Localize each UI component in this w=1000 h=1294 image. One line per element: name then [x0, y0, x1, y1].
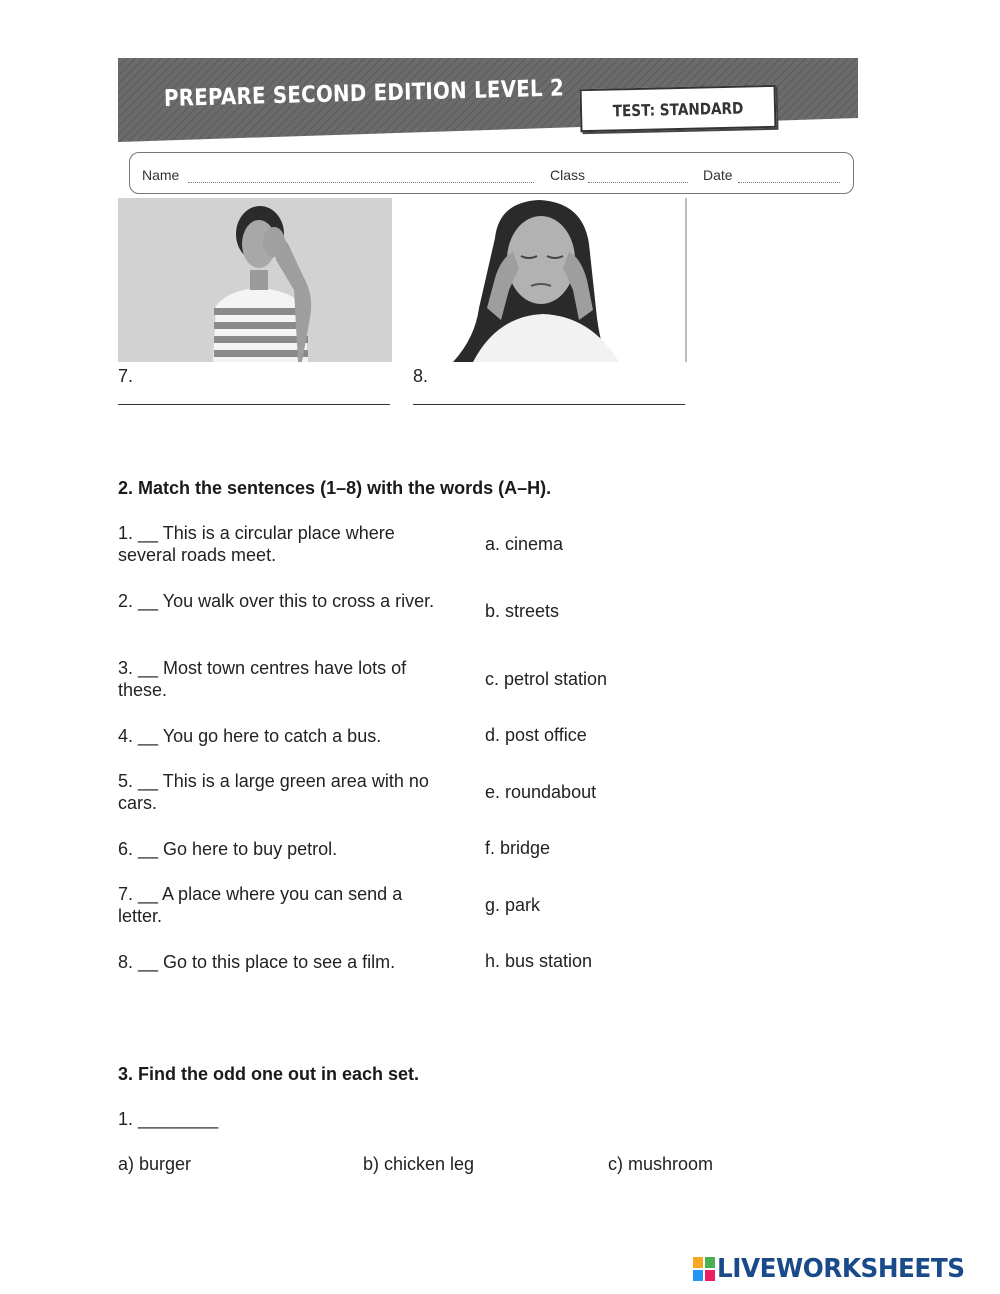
option-b: b) chicken leg [363, 1154, 475, 1174]
date-field[interactable] [738, 182, 840, 183]
class-label: Class [550, 167, 586, 183]
answer-line-8[interactable] [413, 404, 685, 405]
name-label: Name [142, 167, 180, 183]
photo-girl-headache [413, 198, 687, 362]
match-word-g: g. park [485, 895, 541, 915]
name-field[interactable] [188, 182, 534, 183]
header-banner [118, 58, 858, 144]
photo-number-8: 8. [413, 366, 429, 386]
test-type-box [580, 85, 777, 132]
option-c: c) mushroom [608, 1154, 714, 1174]
worksheet-title: PREPARE SECOND EDITION LEVEL 2 [163, 75, 565, 112]
liveworksheets-logo-icon [693, 1257, 715, 1281]
match-word-c: c. petrol station [485, 669, 608, 689]
section-3-heading: 3. Find the odd one out in each set. [118, 1064, 420, 1084]
match-sentence-1: 1. __ This is a circular place where several roads meet. [118, 523, 395, 565]
match-word-f: f. bridge [485, 838, 551, 858]
student-info-row [129, 152, 854, 194]
match-word-a: a. cinema [485, 534, 564, 554]
match-sentence-5: 5. __ This is a large green area with no cars. [118, 771, 429, 813]
match-word-e: e. roundabout [485, 782, 597, 802]
match-sentence-4: 4. __ You go here to catch a bus. [118, 726, 382, 746]
liveworksheets-logo-text: LIVEWORKSHEETS [717, 1254, 965, 1284]
liveworksheets-logo [693, 1253, 978, 1285]
match-sentence-7: 7. __ A place where you can send a letter. [118, 884, 403, 926]
class-field[interactable] [588, 182, 688, 183]
photo-number-7: 7. [118, 366, 134, 386]
match-sentence-8: 8. __ Go to this place to see a film. [118, 952, 396, 972]
match-sentence-6: 6. __ Go here to buy petrol. [118, 839, 338, 859]
match-sentence-2: 2. __ You walk over this to cross a river. [118, 591, 435, 611]
section-2-heading: 2. Match the sentences (1–8) with the words (A–H). [118, 478, 552, 498]
option-a: a) burger [118, 1154, 192, 1174]
answer-line-7[interactable] [118, 404, 390, 405]
test-type-label: TEST: STANDARD [612, 98, 744, 121]
match-word-h: h. bus station [485, 951, 593, 971]
odd-one-out-item-1[interactable]: 1. ________ [118, 1109, 219, 1129]
date-label: Date [703, 167, 733, 183]
match-word-d: d. post office [485, 725, 587, 745]
match-word-b: b. streets [485, 601, 560, 621]
photo-girl-covering-eye [118, 198, 392, 362]
match-sentence-3: 3. __ Most town centres have lots of these. [118, 658, 407, 700]
